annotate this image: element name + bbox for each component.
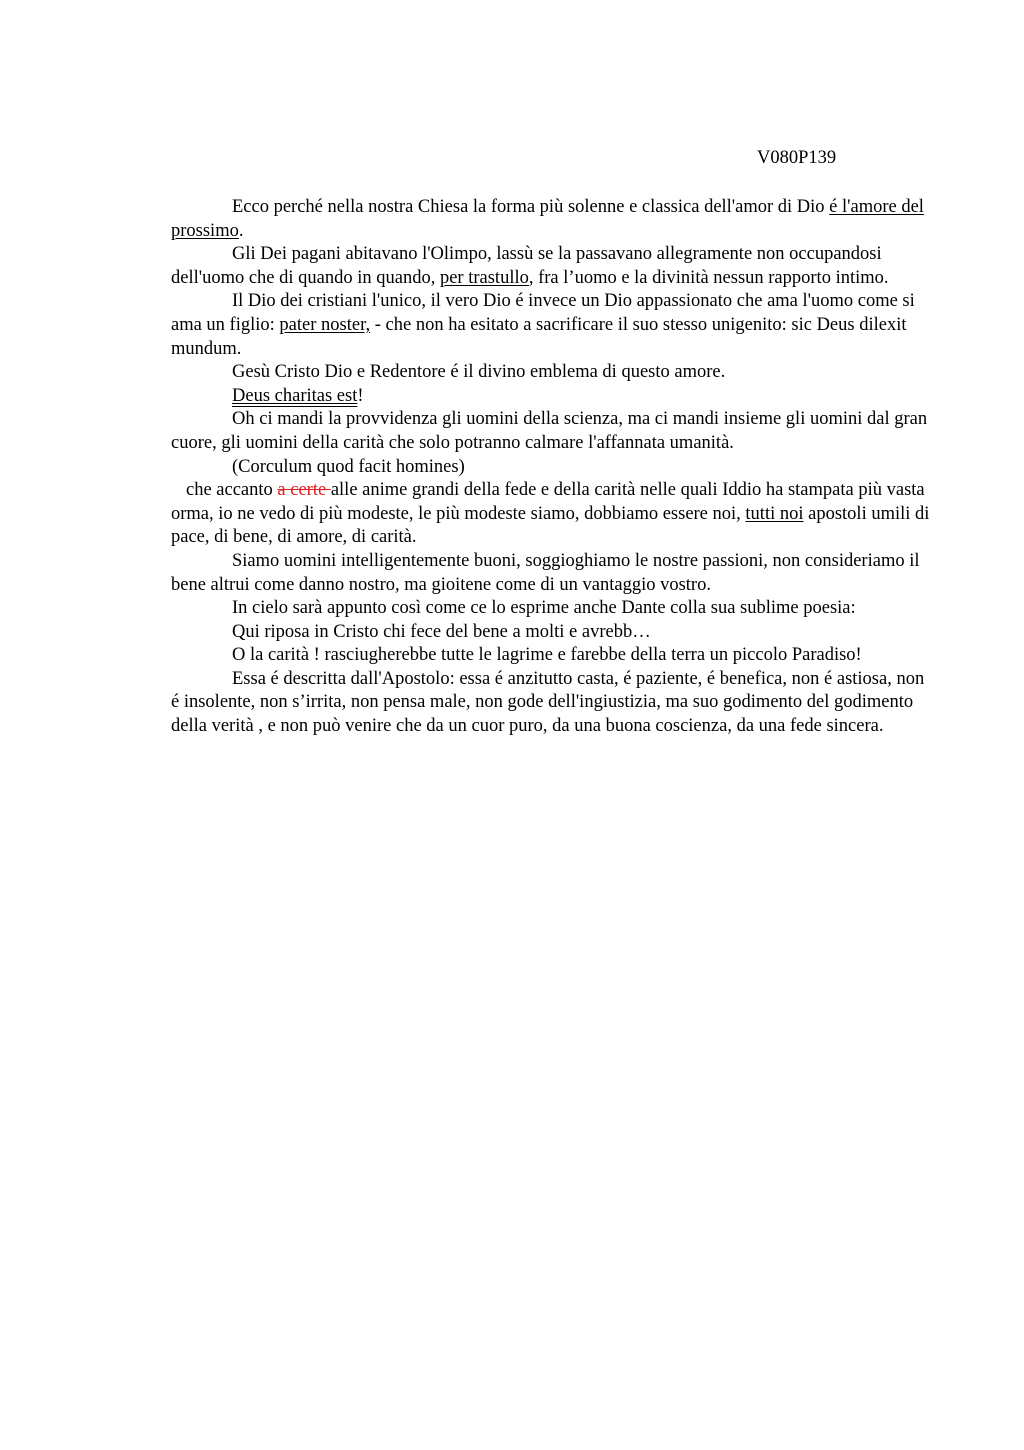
paragraph-8-middle: alle anime grandi della fede e della carità nelle quali Iddio ha stampata più vasta orma, io ne vedo di più modeste, le più modeste siamo, dobbiamo essere noi, [171, 480, 925, 524]
paragraph-13: Essa é descritta dall'Apostolo: essa é anzitutto casta, é paziente, é benefica, non é astiosa, non é insolente, non s’irrita, non pensa male, non gode dell'ingiustizia, ma suo godimento del godimento della verità , e non può venire che da un cuor puro, da una buona coscienza, da una fede sincera. [171, 668, 925, 737]
paragraph-2-end: , fra l’uomo e la divinità nessun rapporto intimo. [528, 267, 889, 288]
paragraph-7: (Corculum quod facit homines) [232, 456, 465, 477]
paragraph-12: O la carità ! rasciugherebbe tutte le lagrime e farebbe della terra un piccolo Paradiso! [232, 645, 862, 666]
paragraph-1 [171, 196, 931, 243]
paragraph-1-end: . [238, 220, 244, 241]
paragraph-1-text: Ecco perché nella nostra Chiesa la forma più solenne e classica dell'amor di Dio [232, 197, 830, 217]
document-body [171, 196, 931, 739]
paragraph-5-end: ! [357, 385, 364, 406]
paragraph-8-end: apostoli umili di pace, di bene, di amore, di carità. [171, 503, 930, 548]
paragraph-2-underlined: per trastullo [439, 267, 529, 288]
paragraph-5 [171, 385, 931, 409]
paragraph-8-deleted: a certe [277, 480, 331, 501]
paragraph-3-text: Il Dio dei cristiani l'unico, il vero Dio é invece un Dio appassionato che ama l'uomo come si ama un figlio: [171, 291, 915, 335]
paragraph-10: In cielo sarà appunto così come ce lo esprime anche Dante colla sua sublime poesia: [232, 598, 856, 619]
paragraph-4: Gesù Cristo Dio e Redentore é il divino emblema di questo amore. [232, 362, 726, 383]
paragraph-8 [171, 479, 931, 550]
paragraph-5-double-underlined: Deus charitas est [232, 385, 358, 406]
paragraph-9: Siamo uomini intelligentemente buoni, soggioghiamo le nostre passioni, non consideriamo il bene altrui come danno nostro, ma gioitene come di un vantaggio vostro. [171, 550, 920, 595]
paragraph-3 [171, 290, 931, 361]
paragraph-6: Oh ci mandi la provvidenza gli uomini della scienza, ma ci mandi insieme gli uomini dal gran cuore, gli uomini della carità che solo potranno calmare l'affannata umanità. [171, 409, 928, 453]
paragraph-2 [171, 243, 931, 290]
page-code: V080P139 [757, 148, 837, 168]
paragraph-3-end: - che non ha esitato a sacrificare il suo stesso unigenito: sic Deus dilexit mundum. [171, 314, 907, 359]
paragraph-11: Qui riposa in Cristo chi fece del bene a molti e avrebb… [232, 621, 651, 642]
paragraph-1-underlined: é l'amore del prossimo [171, 197, 924, 241]
paragraph-8-text: che accanto [186, 480, 278, 501]
paragraph-2-text: Gli Dei pagani abitavano l'Olimpo, lassù se la passavano allegramente non occupandosi dell'uomo che di quando in quando, [171, 244, 882, 288]
paragraph-3-underlined: pater noster, [279, 314, 371, 335]
paragraph-8-underlined: tutti noi [745, 503, 804, 524]
